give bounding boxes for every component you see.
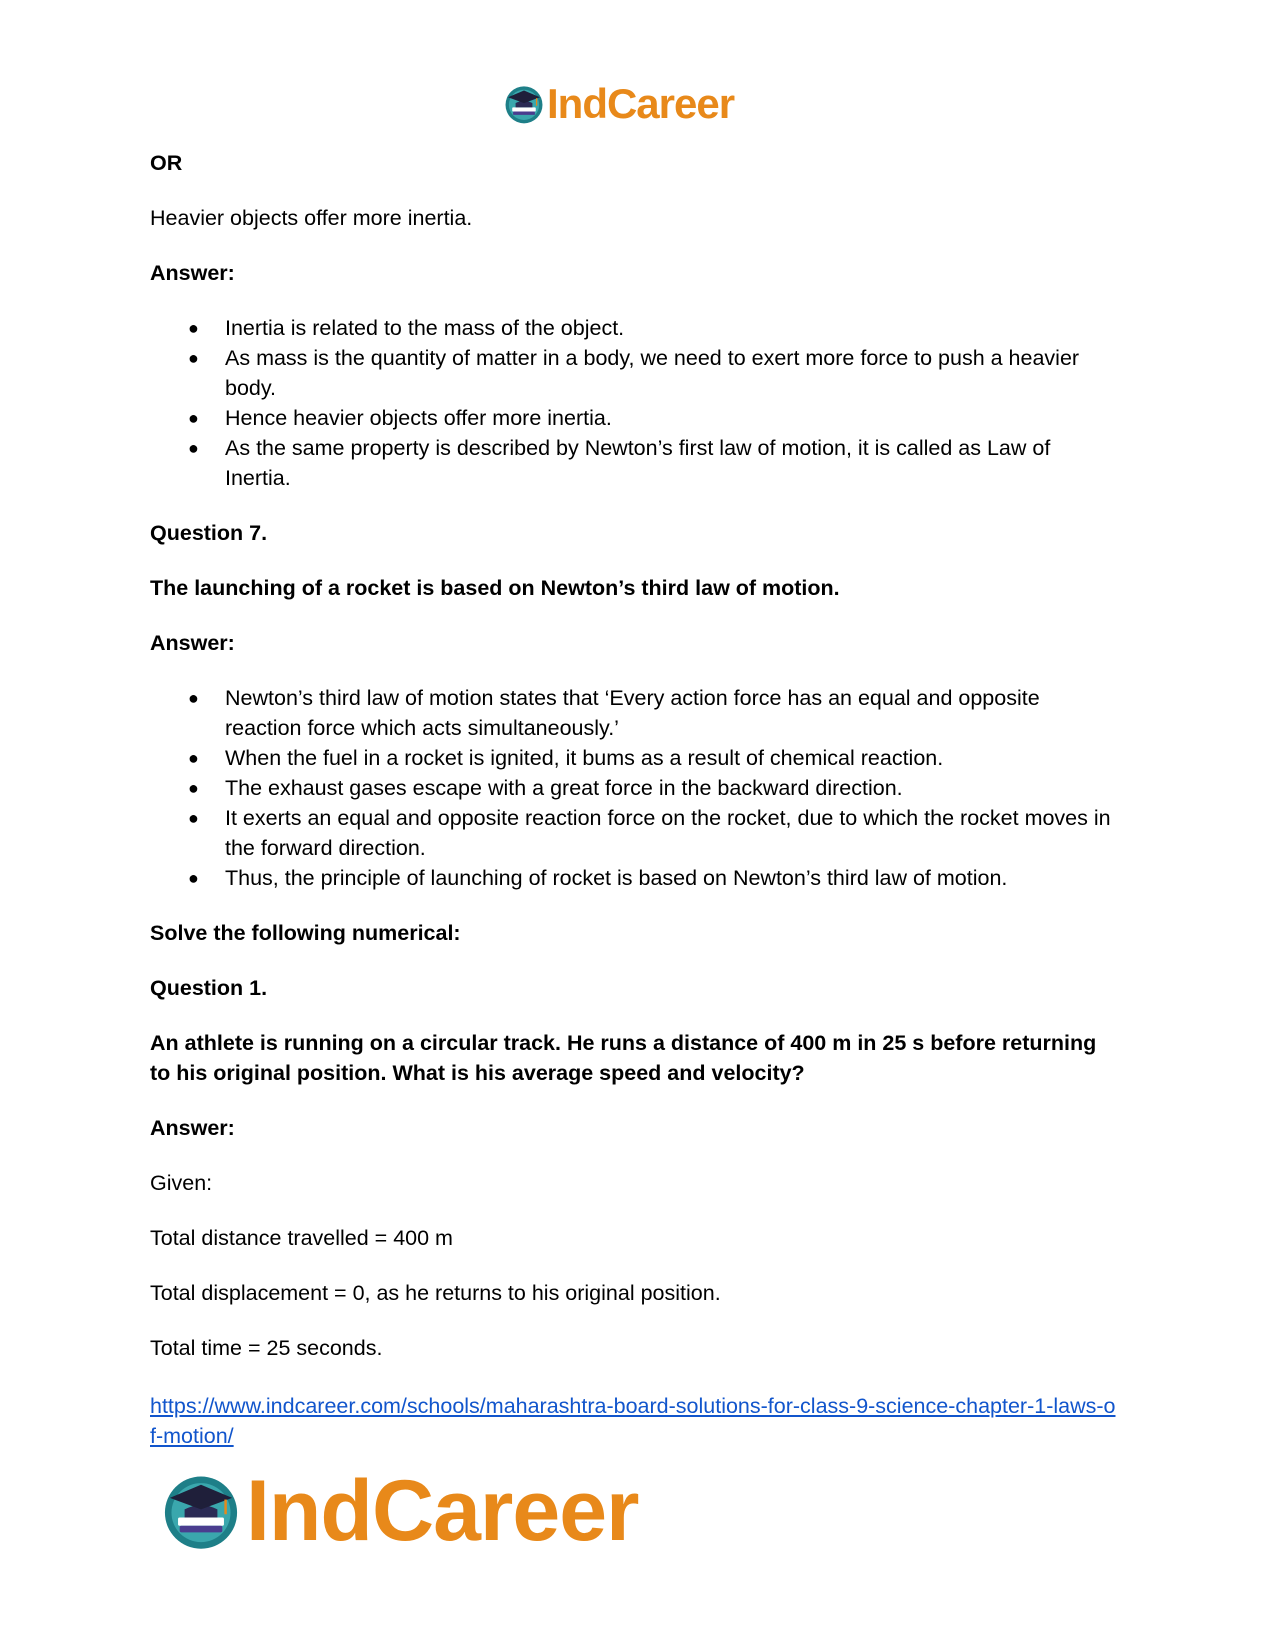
bullet-icon: ●: [188, 348, 199, 368]
answer-label: Answer:: [150, 631, 235, 655]
given-time: Total time = 25 seconds.: [150, 1336, 383, 1360]
logo-wordmark: IndCareer: [547, 80, 735, 127]
bullet-icon: ●: [188, 868, 199, 888]
bullet-icon: ●: [188, 408, 199, 428]
source-link[interactable]: https://www.indcareer.com/schools/maharashtra-board-solutions-for-class-9-science-chapter-1-laws-of-motion/: [150, 1394, 1116, 1448]
question-label: Question 7.: [150, 521, 268, 545]
bullet-icon: ●: [188, 438, 199, 458]
question-label: Question 1.: [150, 976, 268, 1000]
question-text: An athlete is running on a circular track. He runs a distance of 400 m in 25 s before returning to his original position. What is his average speed and velocity?: [150, 1031, 1097, 1085]
graduation-cap-globe-icon: [160, 1470, 242, 1552]
answer-label: Answer:: [150, 1116, 235, 1140]
list-item: ● When the fuel in a rocket is ignited, it bums as a result of chemical reaction.: [225, 743, 1120, 773]
list-item: ● Thus, the principle of launching of rocket is based on Newton’s third law of motion.: [225, 863, 1120, 893]
graduation-cap-globe-icon: [503, 83, 545, 125]
bullet-icon: ●: [188, 688, 199, 708]
list-item: ● Hence heavier objects offer more inertia.: [225, 403, 1120, 433]
logo-wordmark: IndCareer: [246, 1462, 639, 1559]
section-heading: Solve the following numerical:: [150, 921, 461, 945]
given-distance: Total distance travelled = 400 m: [150, 1226, 453, 1250]
answer-bullet-list: [150, 683, 1120, 893]
list-item: ● The exhaust gases escape with a great force in the backward direction.: [225, 773, 1120, 803]
document-body: [150, 148, 1120, 1476]
list-item: ● As the same property is described by Newton’s first law of motion, it is called as Law of Inertia.: [225, 433, 1120, 493]
list-item: ● As mass is the quantity of matter in a body, we need to exert more force to push a heavier body.: [225, 343, 1120, 403]
bullet-icon: ●: [188, 748, 199, 768]
given-displacement: Total displacement = 0, as he returns to his original position.: [150, 1281, 721, 1305]
list-item: ● Newton’s third law of motion states that ‘Every action force has an equal and opposite reaction force which acts simultaneously.’: [225, 683, 1120, 743]
statement: Heavier objects offer more inertia.: [150, 206, 473, 230]
header-logo: [503, 78, 734, 130]
bullet-icon: ●: [188, 318, 199, 338]
bullet-icon: ●: [188, 778, 199, 798]
list-item: ● It exerts an equal and opposite reaction force on the rocket, due to which the rocket moves in the forward direction.: [225, 803, 1120, 863]
answer-bullet-list: [150, 313, 1120, 493]
given-label: Given:: [150, 1171, 213, 1195]
footer-logo: [160, 1462, 639, 1559]
or-label: OR: [150, 151, 183, 175]
question-text: The launching of a rocket is based on Newton’s third law of motion.: [150, 576, 840, 600]
list-item: ● Inertia is related to the mass of the object.: [225, 313, 1120, 343]
bullet-icon: ●: [188, 808, 199, 828]
answer-label: Answer:: [150, 261, 235, 285]
